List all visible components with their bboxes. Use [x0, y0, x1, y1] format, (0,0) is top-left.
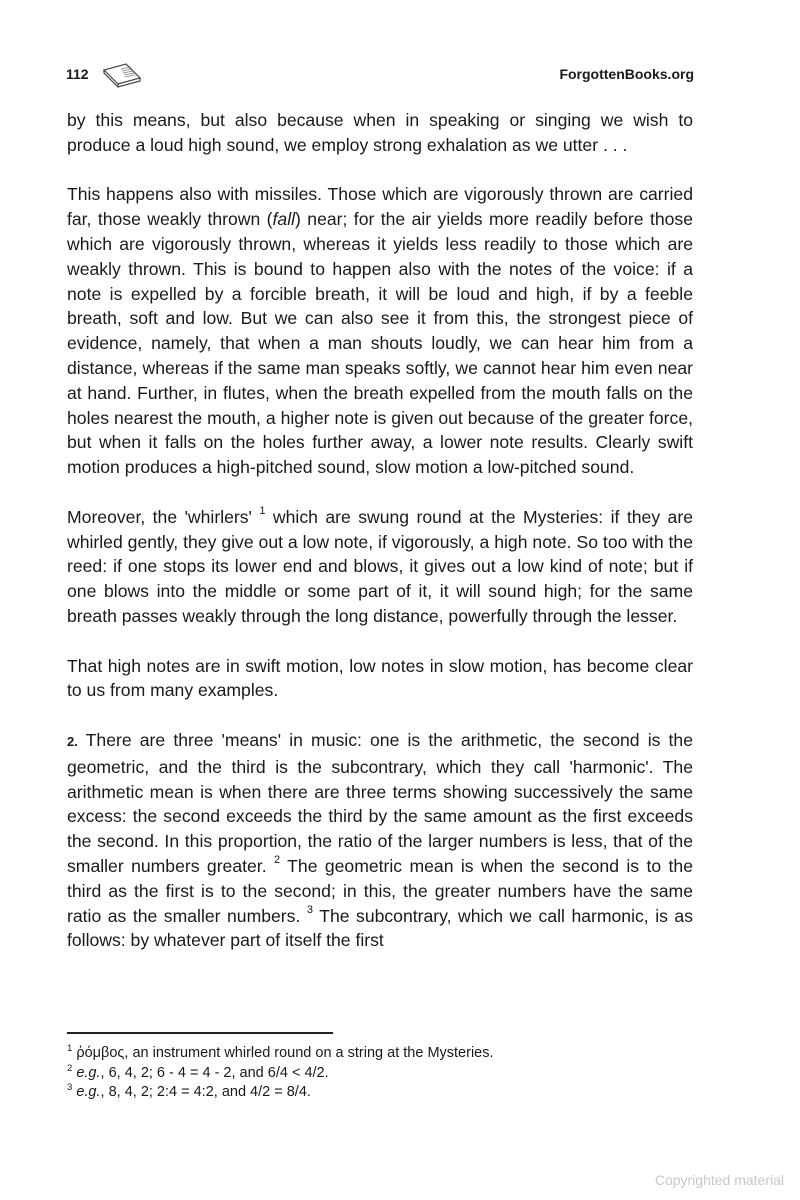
body-text	[67, 108, 693, 953]
section-number: 2.	[67, 733, 78, 749]
footnote-abbrev: e.g.	[76, 1064, 101, 1081]
footnote-number: 1	[67, 1043, 73, 1054]
footnotes	[67, 1044, 494, 1103]
footnote-divider	[67, 1032, 333, 1034]
footnote-text: , 8, 4, 2; 2:4 = 4:2, and 4/2 = 8/4.	[100, 1084, 311, 1100]
footnote-1	[67, 1044, 494, 1064]
page-number: 112	[66, 66, 89, 82]
footnote-ref-3[interactable]: 3	[306, 903, 313, 916]
copyright-watermark: Copyrighted material	[654, 1172, 784, 1188]
footnote-ref-1[interactable]: 1	[259, 504, 266, 517]
footnote-number: 3	[67, 1082, 73, 1093]
footnote-2	[67, 1064, 494, 1084]
text-run: This happens also with missiles. Those which are vigorously thrown are carried far, those weakly thrown (	[67, 184, 693, 230]
text-run: Moreover, the 'whirlers'	[67, 506, 260, 527]
paragraph-4: That high notes are in swift motion, low notes in slow motion, has become clear to us from many examples.	[67, 655, 693, 701]
text-run: ) near; for the air yields more readily before those which are vigorously thrown, whereas it yields less readily to those which are weakly thrown. This is bound to happen also with the notes of the voice: if a note is expelled by a forcible breath, it will be loud and high, if by a feeble breath, soft and low. But we can also see it from this, the strongest piece of evidence, namely, that when a man shouts loudly, we can hear him from a distance, whereas if the same man speaks softly, we cannot hear him even near at hand. Further, in flutes, when the breath expelled from the mouth falls on the holes nearest the mouth, a higher note is given out because of the greater force, but when it falls on the holes further away, a lower note results. Clearly swift motion produces a high-pitched sound, slow motion a low-pitched sound.	[67, 209, 693, 478]
footnote-number: 2	[67, 1062, 73, 1074]
text-run: which are swung round at the Mysteries: if they are whirled gently, they give out a low note, if vigorously, a high note. So too with the reed: if one stops its lower end and blows, it gives out a low kind of note; but if one blows into the middle or some part of it, it will sound high; for the same breath passes weakly through the long distance, powerfully through the lesser.	[67, 506, 693, 626]
footnote-ref-2[interactable]: 2	[273, 853, 281, 866]
paragraph-1: by this means, but also because when in speaking or singing we wish to produce a loud high sound, we employ strong exhalation as we utter . . .	[67, 110, 693, 155]
text-run: There are three 'means' in music: one is the arithmetic, the second is the geometric, and the third is the subcontrary, which they call 'harmonic'. The arithmetic mean is when there are three terms showing successively the same excess: the second exceeds the third by the same amount as the first exceeds the second. In this proportion, the ratio of the larger numbers is less, that of the smaller numbers greater.	[67, 729, 693, 876]
paragraph-2	[67, 182, 693, 480]
footnote-text: ῥόμβος, an instrument whirled round on a string at the Mysteries.	[76, 1045, 494, 1061]
paragraph-3	[67, 505, 693, 629]
footnote-text: , 6, 4, 2; 6 - 4 = 4 - 2, and 6/4 < 4/2.	[100, 1064, 329, 1081]
footnote-abbrev: e.g.	[76, 1084, 101, 1100]
italic-word: fall	[272, 209, 296, 230]
text-run: The subcontrary, which we call harmonic, is as follows: by whatever part of itself the first	[67, 905, 694, 951]
footnote-3	[67, 1083, 494, 1103]
text-run: The geometric mean is when the second is to the third as the first is to the second; in this, the greater numbers have the same ratio as the smaller numbers.	[67, 855, 693, 926]
running-header	[66, 66, 694, 90]
site-label: ForgottenBooks.org	[559, 66, 694, 82]
open-book-icon	[102, 62, 142, 88]
paragraph-5	[67, 728, 693, 953]
